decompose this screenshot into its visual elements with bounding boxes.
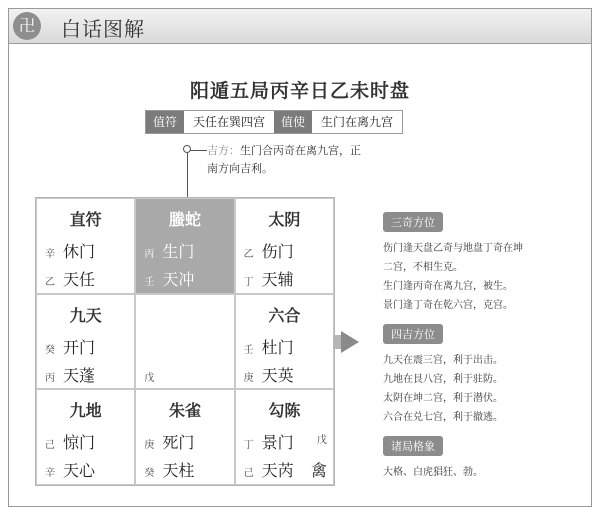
zhifu-value: 天任在巽四宫	[184, 111, 274, 133]
zhishi-value: 生门在离九宫	[312, 111, 402, 133]
stem: 庚	[144, 440, 155, 452]
star-row	[244, 458, 294, 481]
logo-icon: 卍	[13, 12, 41, 40]
note-line: 生门逢丙奇在离九宫，被生。	[383, 281, 513, 292]
door-name: 死门	[162, 433, 195, 453]
stem: 丙	[144, 249, 155, 260]
stem: 乙	[243, 249, 254, 260]
star-name: 天蓬	[63, 365, 96, 385]
stem: 辛	[45, 468, 55, 480]
jifang-text: 生门合丙奇在离九宫，正南方向吉利。	[207, 144, 361, 175]
stem: 壬	[243, 344, 254, 356]
palace-god: 太阴	[268, 210, 301, 229]
center-stem: 戊	[144, 372, 155, 384]
stem: 丁	[243, 440, 254, 452]
stem: 丁	[243, 277, 254, 288]
stem: 己	[243, 468, 254, 480]
door-name: 景门	[261, 433, 294, 453]
door-name: 开门	[63, 337, 96, 357]
star-row	[244, 267, 294, 290]
note-line: 伤门逢天盘乙奇与地盘丁奇在坤	[383, 243, 523, 254]
door-row	[244, 239, 294, 262]
stem: 壬	[144, 277, 155, 288]
stem: 己	[45, 440, 55, 452]
callout-connector	[189, 150, 207, 151]
door-row	[244, 430, 294, 453]
right-arrow-icon	[341, 331, 359, 353]
star-row	[244, 363, 294, 386]
section-sanqi	[383, 211, 583, 315]
star-row	[45, 458, 95, 481]
door-row	[144, 239, 194, 262]
star-name: 天柱	[162, 461, 195, 481]
jifang-note	[207, 142, 367, 178]
palace-gen	[36, 389, 135, 485]
page-frame	[8, 8, 592, 507]
palace-center	[135, 294, 234, 390]
door-name: 杜门	[261, 337, 294, 357]
header-bar	[9, 9, 591, 44]
star-name: 天辅	[261, 270, 294, 289]
door-name: 生门	[162, 242, 195, 261]
jifang-label: 吉方：	[207, 144, 240, 157]
callout-dot-icon	[183, 145, 191, 153]
palace-grid	[35, 197, 335, 486]
palace-god: 螣蛇	[168, 210, 201, 229]
star-name: 天任	[63, 270, 96, 289]
star-row	[45, 363, 95, 386]
stem: 癸	[144, 468, 155, 480]
stem: 庚	[243, 372, 254, 384]
door-name: 休门	[63, 242, 96, 261]
note-line: 大格、白虎猖狂、勃。	[383, 467, 483, 478]
section-badge: 三奇方位	[383, 212, 443, 232]
door-row	[45, 430, 95, 453]
star-row	[144, 458, 194, 481]
section-geju	[383, 435, 583, 482]
note-line: 景门逢丁奇在乾六宫，克宫。	[383, 300, 513, 311]
star-name: 天英	[261, 365, 294, 385]
door-row	[144, 430, 194, 453]
note-line: 九天在震三宫，利于出击。	[383, 355, 503, 366]
palace-xun	[36, 198, 135, 294]
palace-li-highlighted	[135, 198, 234, 294]
palace-god: 直符	[69, 210, 102, 229]
chart-title: 阳遁五局丙辛日乙未时盘	[189, 80, 410, 102]
note-line: 六合在兑七宫，利于撤逃。	[383, 412, 503, 423]
stem: 癸	[45, 344, 55, 356]
zhifu-tag: 值符	[146, 111, 184, 133]
door-name: 惊门	[63, 433, 96, 453]
palace-god: 九地	[69, 401, 102, 421]
stem: 辛	[45, 249, 55, 260]
qin-star: 禽	[310, 461, 327, 481]
note-line: 太阴在坤二宫，利于潜伏。	[383, 393, 503, 404]
star-name: 天冲	[162, 270, 195, 289]
door-name: 伤门	[261, 242, 294, 261]
note-line: 九地在艮八宫，利于驻防。	[383, 374, 503, 385]
door-row	[45, 335, 95, 358]
section-siji	[383, 323, 583, 427]
note-line: 二宫，不相生克。	[383, 262, 463, 273]
palace-dui	[235, 294, 334, 390]
section-badge: 诸局格象	[383, 436, 443, 456]
palace-god: 勾陈	[268, 401, 301, 421]
palace-kun	[235, 198, 334, 294]
door-row	[45, 239, 95, 262]
palace-god: 九天	[69, 305, 102, 325]
stem: 乙	[45, 277, 55, 288]
palace-qian	[235, 389, 334, 485]
corner-stem: 戊	[317, 435, 327, 447]
door-row	[244, 335, 294, 358]
star-row	[144, 267, 194, 290]
star-name: 天心	[63, 461, 96, 481]
side-notes	[383, 211, 583, 490]
palace-god: 朱雀	[168, 401, 201, 421]
palace-zhen	[36, 294, 135, 390]
palace-god: 六合	[268, 305, 301, 325]
star-row	[45, 267, 95, 290]
zhishi-tag: 值使	[274, 111, 312, 133]
stem: 丙	[45, 372, 55, 384]
star-name: 天芮	[261, 461, 294, 481]
info-bar	[145, 110, 403, 134]
palace-kan	[135, 389, 234, 485]
section-badge: 四吉方位	[383, 324, 443, 344]
header-title: 白话图解	[61, 17, 145, 41]
